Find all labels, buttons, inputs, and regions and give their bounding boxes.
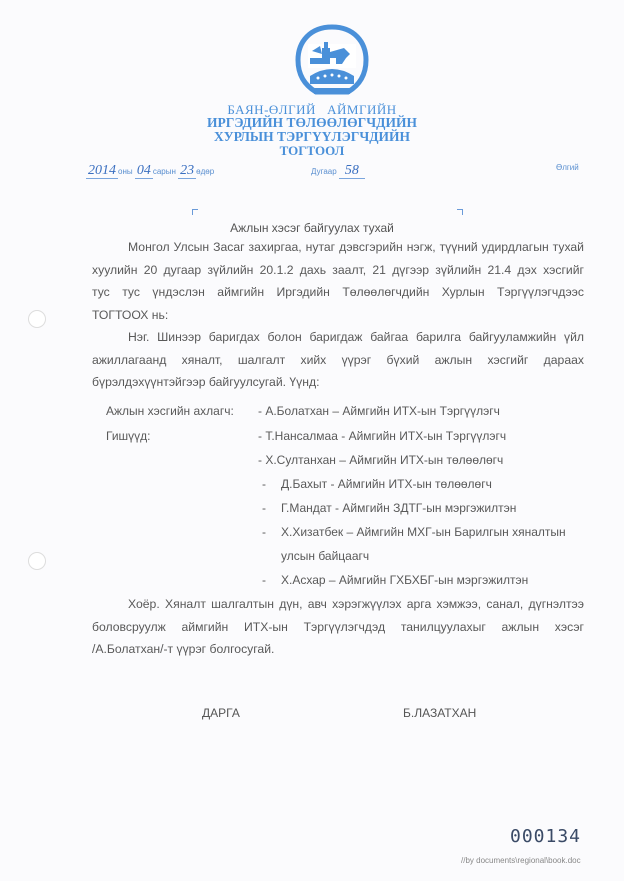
signatory-name: Б.ЛАЗАТХАН [403, 706, 477, 720]
dateline [86, 163, 214, 179]
file-path-footer: //by documents\regional\book.doc [461, 856, 581, 865]
item-two-line: боловсруулж аймгийн ИТХ-ын Тэргүүлэгчдэд танилцуулахыг ажлын хэсэг [92, 619, 584, 634]
corner-mark [457, 209, 463, 215]
item-two-line: /А.Болатхан/-т үүрэг болгосугай. [92, 642, 275, 656]
punch-hole [28, 552, 46, 570]
committee-members-label: Гишүүд: [106, 429, 151, 443]
mongolia-state-emblem-icon [292, 24, 372, 98]
committee-member: - Х.Султанхан – Аймгийн ИТХ-ын төлөөлөгч [258, 453, 504, 467]
preamble-line: тус тус үндэслэн аймгийн Иргэдийн Төлөөлөгчдийн Хурлын Тэргүүлэгчдээс [92, 285, 584, 299]
preamble-line: Монгол Улсын Засаг захиргаа, нутаг дэвсгэрийн нэгж, түүний удирдлагын тухай [128, 240, 584, 254]
punch-hole [28, 310, 46, 328]
preamble-paragraph [92, 236, 584, 326]
bullet-dash: - [262, 501, 266, 515]
date-day: 23 [180, 163, 195, 178]
serial-number-stamp: 000134 [510, 826, 582, 847]
document-title: Ажлын хэсэг байгуулах тухай [230, 221, 394, 235]
number-value: 58 [339, 163, 365, 179]
document-number [311, 163, 365, 179]
committee-member-continued: улсын байцаагч [281, 549, 370, 563]
bullet-dash: - [262, 525, 266, 539]
date-month-label: сарын [152, 167, 176, 176]
bullet-dash: - [262, 477, 266, 491]
date-month: 04 [136, 163, 151, 178]
item-two-line: Хоёр. Хяналт шалгалтын дүн, авч хэрэгжүүлэх арга хэмжээ, санал, дүгнэлтээ [128, 597, 584, 611]
corner-mark [192, 209, 198, 215]
committee-head: - А.Болатхан – Аймгийн ИТХ-ын Тэргүүлэгч [258, 404, 500, 418]
committee-head-label: Ажлын хэсгийн ахлагч: [106, 404, 234, 418]
preamble-line: хуулийн 20 дугаар зүйлийн 20.1.2 дахь заалт, 21 дүгээр зүйлийн 21.4 дэх хэсгийг [92, 262, 584, 277]
committee-member: - Т.Нансалмаа - Аймгийн ИТХ-ын Тэргүүлэгч [258, 429, 507, 443]
header-presidium: ХУРЛЫН ТЭРГҮҮЛЭГЧДИЙН [213, 129, 411, 144]
header-council: ИРГЭДИЙН ТӨЛӨӨЛӨГЧДИЙН [207, 115, 417, 130]
header-aimag: БАЯН-ӨЛГИЙ АЙМГИЙН [227, 102, 397, 117]
header-resolution: ТОГТООЛ [279, 143, 345, 158]
item-two-paragraph [92, 593, 584, 661]
bullet-dash: - [262, 573, 266, 587]
place: Өлгий [556, 163, 579, 172]
committee-member: Д.Бахыт - Аймгийн ИТХ-ын төлөөлөгч [281, 477, 492, 491]
item-one-line: бүрэлдэхүүнтэйгээр байгуулсугай. Үүнд: [92, 375, 320, 389]
number-label: Дугаар [311, 167, 337, 176]
signatory-title: ДАРГА [202, 706, 240, 720]
committee-member: Х.Асхар – Аймгийн ГХБХБГ-ын мэргэжилтэн [281, 573, 529, 587]
committee-member: Г.Мандат - Аймгийн ЗДТГ-ын мэргэжилтэн [281, 501, 517, 515]
item-one-line: Нэг. Шинээр баригдах болон баригдаж байгаа барилга байгууламжийн үйл [128, 330, 584, 344]
committee-member: Х.Хизатбек – Аймгийн МХГ-ын Барилгын хяналтын [281, 525, 566, 539]
item-one-line: ажиллагаанд хяналт, шалгалт хийх үүрэг бүхий ажлын хэсгийг дараах [92, 352, 584, 367]
date-year-label: оны [118, 167, 133, 176]
item-one-paragraph [92, 326, 584, 394]
date-year: 2014 [88, 163, 116, 178]
date-day-label: өдөр [196, 167, 215, 176]
preamble-line: ТОГТООХ нь: [92, 307, 169, 322]
